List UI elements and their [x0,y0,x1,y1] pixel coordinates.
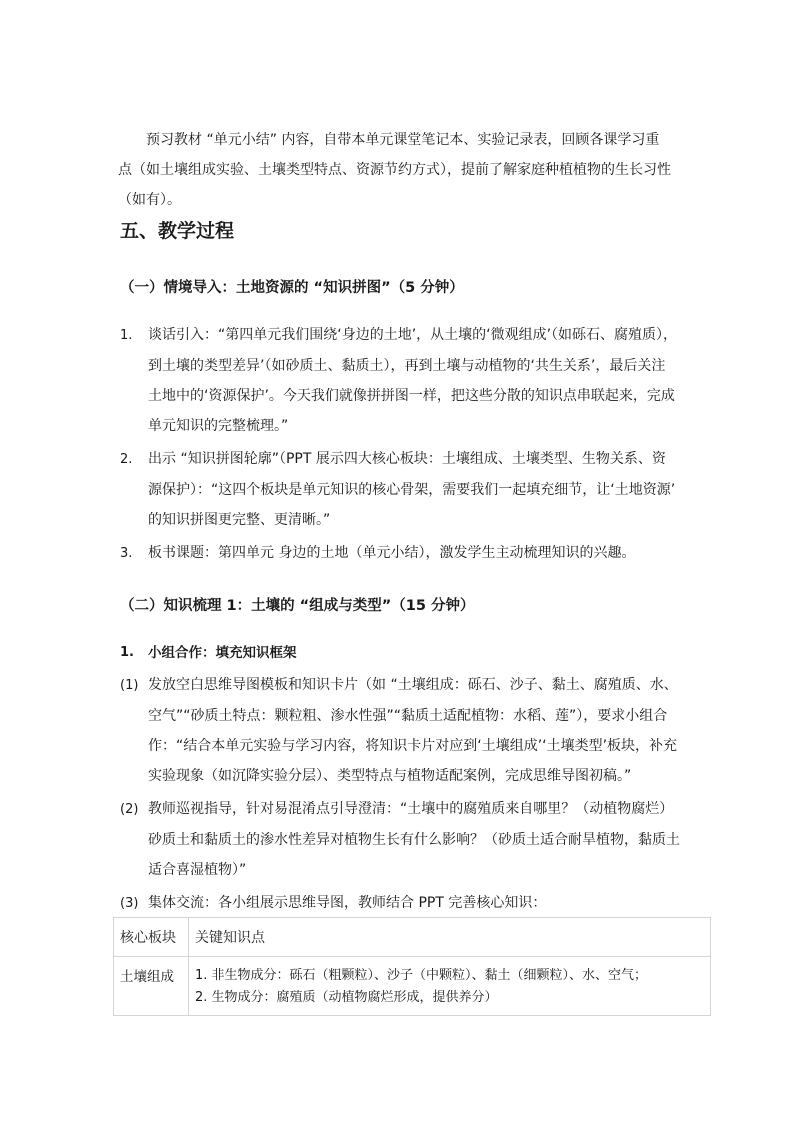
sub-item-line: 砂质土和黏质土的渗水性差异对植物生长有什么影响？（砂质土适合耐旱植物，黏质土 [148,832,680,848]
table-row [114,957,711,1016]
list-item-line: 出示 “知识拼图轮廓”（PPT 展示四大核心板块：土壤组成、土壤类型、生物关系、资 [148,451,666,467]
sub-item-line: 作：“结合本单元实验与学习内容，将知识卡片对应到‘土壤组成’‘土壤类型’板块，补充 [148,738,678,754]
knowledge-table [113,917,711,1016]
table-header-cell: 关键知识点 [189,918,711,957]
intro-line-2: 点（如土壤组成实验、土壤类型特点、资源节约方式），提前了解家庭种植植物的生长习性 [118,162,671,178]
table-header-cell: 核心板块 [114,918,189,957]
table-header-row [114,918,711,957]
list-number: 1. [120,645,134,660]
sub-number: (3) [120,896,139,911]
sub-item-line: 教师巡视指导，针对易混淆点引导澄清：“土壤中的腐殖质来自哪里？（动植物腐烂） [148,801,674,817]
table-point: 2. 生物成分：腐殖质（动植物腐烂形成，提供养分） [195,990,498,1005]
list-item-line: 谈话引入：“第四单元我们围绕‘身边的土地’，从土壤的‘微观组成’（如砾石、腐殖质）， [148,327,678,343]
item-title: 小组合作：填充知识框架 [148,645,297,661]
table-cell-label: 土壤组成 [114,957,189,1016]
list-number: 2. [120,452,133,467]
list-item-line: 土地中的‘资源保护’。今天我们就像拼拼图一样，把这些分散的知识点串联起来，完成 [148,388,675,404]
list-item-line: 源保护）：“这四个板块是单元知识的核心骨架，需要我们一起填充细节，让‘土地资源’ [148,482,676,498]
table-cell-points [189,957,711,1016]
sub-number: (1) [120,678,139,693]
intro-line-3: （如有）。 [118,192,181,208]
list-number: 3. [120,546,133,561]
table-point: 1. 非生物成分：砾石（粗颗粒）、沙子（中颗粒）、黏土（细颗粒）、水、空气； [195,968,648,983]
list-number: 1. [120,328,133,343]
part1-heading: （一）情境导入：土地资源的 “知识拼图”（5 分钟） [120,280,464,296]
section-title: 五、教学过程 [120,220,235,242]
sub-item-line: 集体交流：各小组展示思维导图，教师结合 PPT 完善核心知识： [148,895,547,911]
sub-item-line: 发放空白思维导图模板和知识卡片（如 “土壤组成：砾石、沙子、黏土、腐殖质、水、 [148,677,678,693]
list-item-line: 单元知识的完整梳理。” [148,418,289,434]
list-item-line: 板书课题：第四单元 身边的土地（单元小结），激发学生主动梳理知识的兴趣。 [148,545,636,561]
intro-line-1: 预习教材 “单元小结” 内容，自带本单元课堂笔记本、实验记录表，回顾各课学习重 [146,132,660,148]
part2-heading: （二）知识梳理 1：土壤的 “组成与类型”（15 分钟） [120,598,475,614]
list-item-line: 到土壤的类型差异’（如砂质土、黏质土），再到土壤与动植物的‘共生关系’，最后关注 [148,358,666,374]
sub-item-line: 适合喜湿植物）” [148,862,247,878]
sub-item-line: 实验现象（如沉降实验分层）、类型特点与植物适配案例，完成思维导图初稿。” [148,768,632,784]
sub-number: (2) [120,802,139,817]
list-item-line: 的知识拼图更完整、更清晰。” [148,512,331,528]
sub-item-line: 空气”“砂质土特点：颗粒粗、渗水性强”“黏质土适配植物：水稻、莲”），要求小组合 [148,708,668,724]
